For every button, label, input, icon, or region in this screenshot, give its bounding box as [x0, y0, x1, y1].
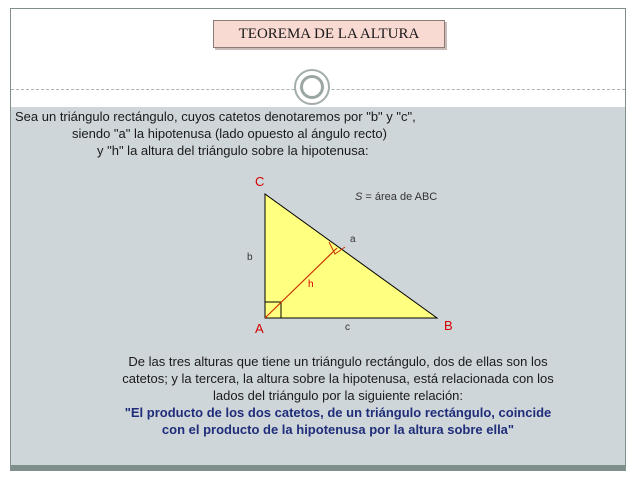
intro-line-3: y "h" la altura del triángulo sobre la hipotenusa: — [97, 143, 369, 158]
side-a-label: a — [350, 234, 356, 245]
area-formula-rhs: = área de ABC — [362, 191, 438, 203]
area-formula-lhs: S — [355, 191, 363, 203]
vertex-a-label: A — [255, 321, 264, 336]
intro-line-2: siendo "a" la hipotenusa (lado opuesto al ángulo recto) — [72, 126, 387, 141]
explanation-line-2: catetos; y la tercera, la altura sobre la hipotenusa, está relacionada con los — [122, 371, 554, 386]
vertex-c-label: C — [255, 174, 265, 189]
relation-line-1: "El producto de los dos catetos, de un triángulo rectángulo, coincide — [124, 405, 552, 420]
side-c-label: c — [345, 322, 350, 333]
slide-title: TEOREMA DE LA ALTURA — [213, 20, 445, 48]
circle-ornament-icon — [294, 69, 330, 105]
vertex-b-label: B — [444, 318, 453, 333]
relation-line-2: con el producto de la hipotenusa por la altura sobre ella" — [161, 422, 515, 437]
triangle-abc — [265, 194, 437, 318]
side-b-label: b — [247, 252, 253, 263]
explanation-line-3: lados del triángulo por la siguiente relación: — [212, 388, 464, 403]
explanation-line-1: De las tres alturas que tiene un triángulo rectángulo, dos de ellas son los — [128, 354, 548, 369]
intro-text — [15, 108, 416, 159]
intro-line-1: Sea un triángulo rectángulo, cuyos catetos denotaremos por "b" y "c", — [15, 109, 416, 124]
area-formula — [355, 191, 437, 203]
triangle-diagram — [245, 170, 475, 340]
circle-ornament-inner — [300, 75, 324, 99]
height-h-label: h — [308, 279, 314, 290]
explanation-text — [88, 353, 588, 438]
footer-bar — [10, 466, 626, 471]
